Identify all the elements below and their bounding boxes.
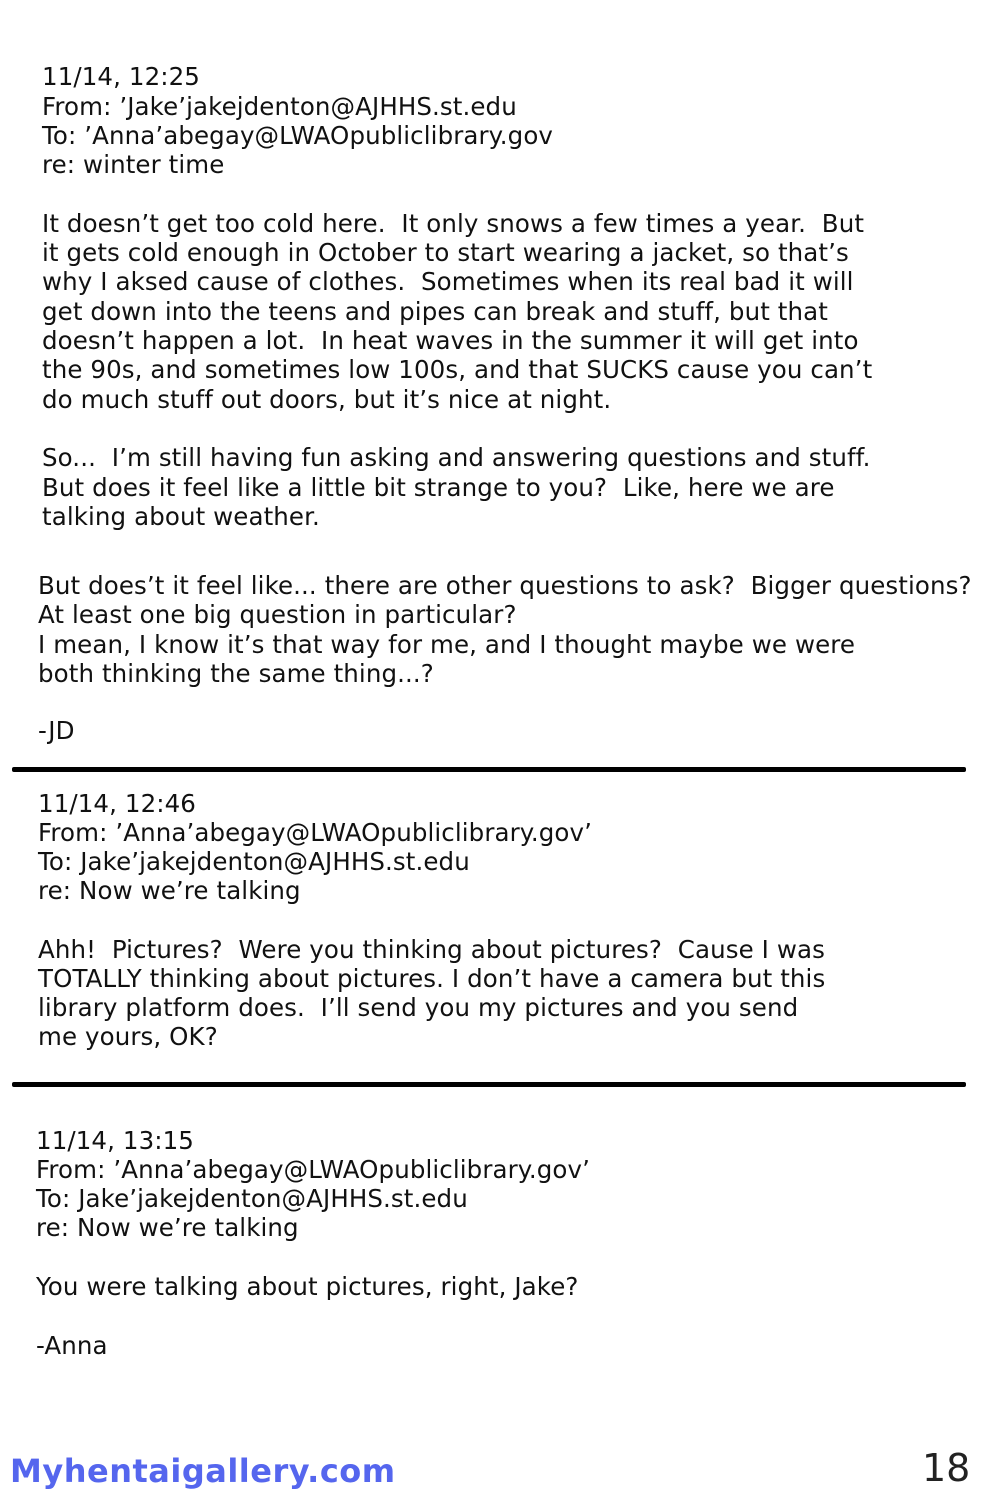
- email-2-body-line: me yours, OK?: [38, 1022, 218, 1051]
- email-1-body-line: It doesn’t get too cold here. It only snows a few times a year. But: [42, 209, 865, 238]
- email-2-body-line: TOTALLY thinking about pictures. I don’t have a camera but this: [38, 964, 826, 993]
- watermark-text: Myhentaigallery.com: [10, 1452, 396, 1490]
- email-1-body-line: At least one big question in particular?: [38, 600, 517, 629]
- email-3-timestamp: 11/14, 13:15: [36, 1126, 194, 1155]
- email-2-from: From: ’Anna’abegay@LWAOpubliclibrary.gov’: [38, 818, 593, 847]
- email-1-subject: re: winter time: [42, 150, 225, 179]
- email-1-body-line: it gets cold enough in October to start wearing a jacket, so that’s: [42, 238, 849, 267]
- email-3-signature: -Anna: [36, 1331, 108, 1360]
- email-2-to: To: Jake’jakejdenton@AJHHS.st.edu: [38, 847, 470, 876]
- email-3-from: From: ’Anna’abegay@LWAOpubliclibrary.gov’: [36, 1155, 591, 1184]
- email-3-to: To: Jake’jakejdenton@AJHHS.st.edu: [36, 1184, 468, 1213]
- email-1-body-line: both thinking the same thing...?: [38, 659, 434, 688]
- email-2-body-line: Ahh! Pictures? Were you thinking about pictures? Cause I was: [38, 935, 825, 964]
- email-1-body-line: the 90s, and sometimes low 100s, and that SUCKS cause you can’t: [42, 355, 873, 384]
- email-1-timestamp: 11/14, 12:25: [42, 62, 200, 91]
- email-1-signature: -JD: [38, 716, 75, 745]
- email-1-to: To: ’Anna’abegay@LWAOpubliclibrary.gov: [42, 121, 554, 150]
- email-1-body-line: But does it feel like a little bit strange to you? Like, here we are: [42, 473, 835, 502]
- email-1-body-line: But does’t it feel like... there are other questions to ask? Bigger questions?: [38, 571, 972, 600]
- email-1-body-line: talking about weather.: [42, 502, 320, 531]
- email-2-timestamp: 11/14, 12:46: [38, 789, 196, 818]
- email-2-body-line: library platform does. I’ll send you my pictures and you send: [38, 993, 799, 1022]
- email-3-body-line: You were talking about pictures, right, Jake?: [36, 1272, 579, 1301]
- email-1-body-line: doesn’t happen a lot. In heat waves in the summer it will get into: [42, 326, 859, 355]
- email-1-body-line: I mean, I know it’s that way for me, and I thought maybe we were: [38, 630, 856, 659]
- page-number: 18: [922, 1446, 971, 1490]
- email-1-body-line: do much stuff out doors, but it’s nice at night.: [42, 385, 612, 414]
- email-2-subject: re: Now we’re talking: [38, 876, 301, 905]
- email-1-body-line: get down into the teens and pipes can break and stuff, but that: [42, 297, 828, 326]
- email-1-from: From: ’Jake’jakejdenton@AJHHS.st.edu: [42, 92, 517, 121]
- email-divider: [12, 767, 966, 772]
- email-divider: [12, 1082, 966, 1087]
- email-3-subject: re: Now we’re talking: [36, 1213, 299, 1242]
- email-1-body-line: So... I’m still having fun asking and answering questions and stuff.: [42, 443, 871, 472]
- email-1-body-line: why I aksed cause of clothes. Sometimes when its real bad it will: [42, 267, 854, 296]
